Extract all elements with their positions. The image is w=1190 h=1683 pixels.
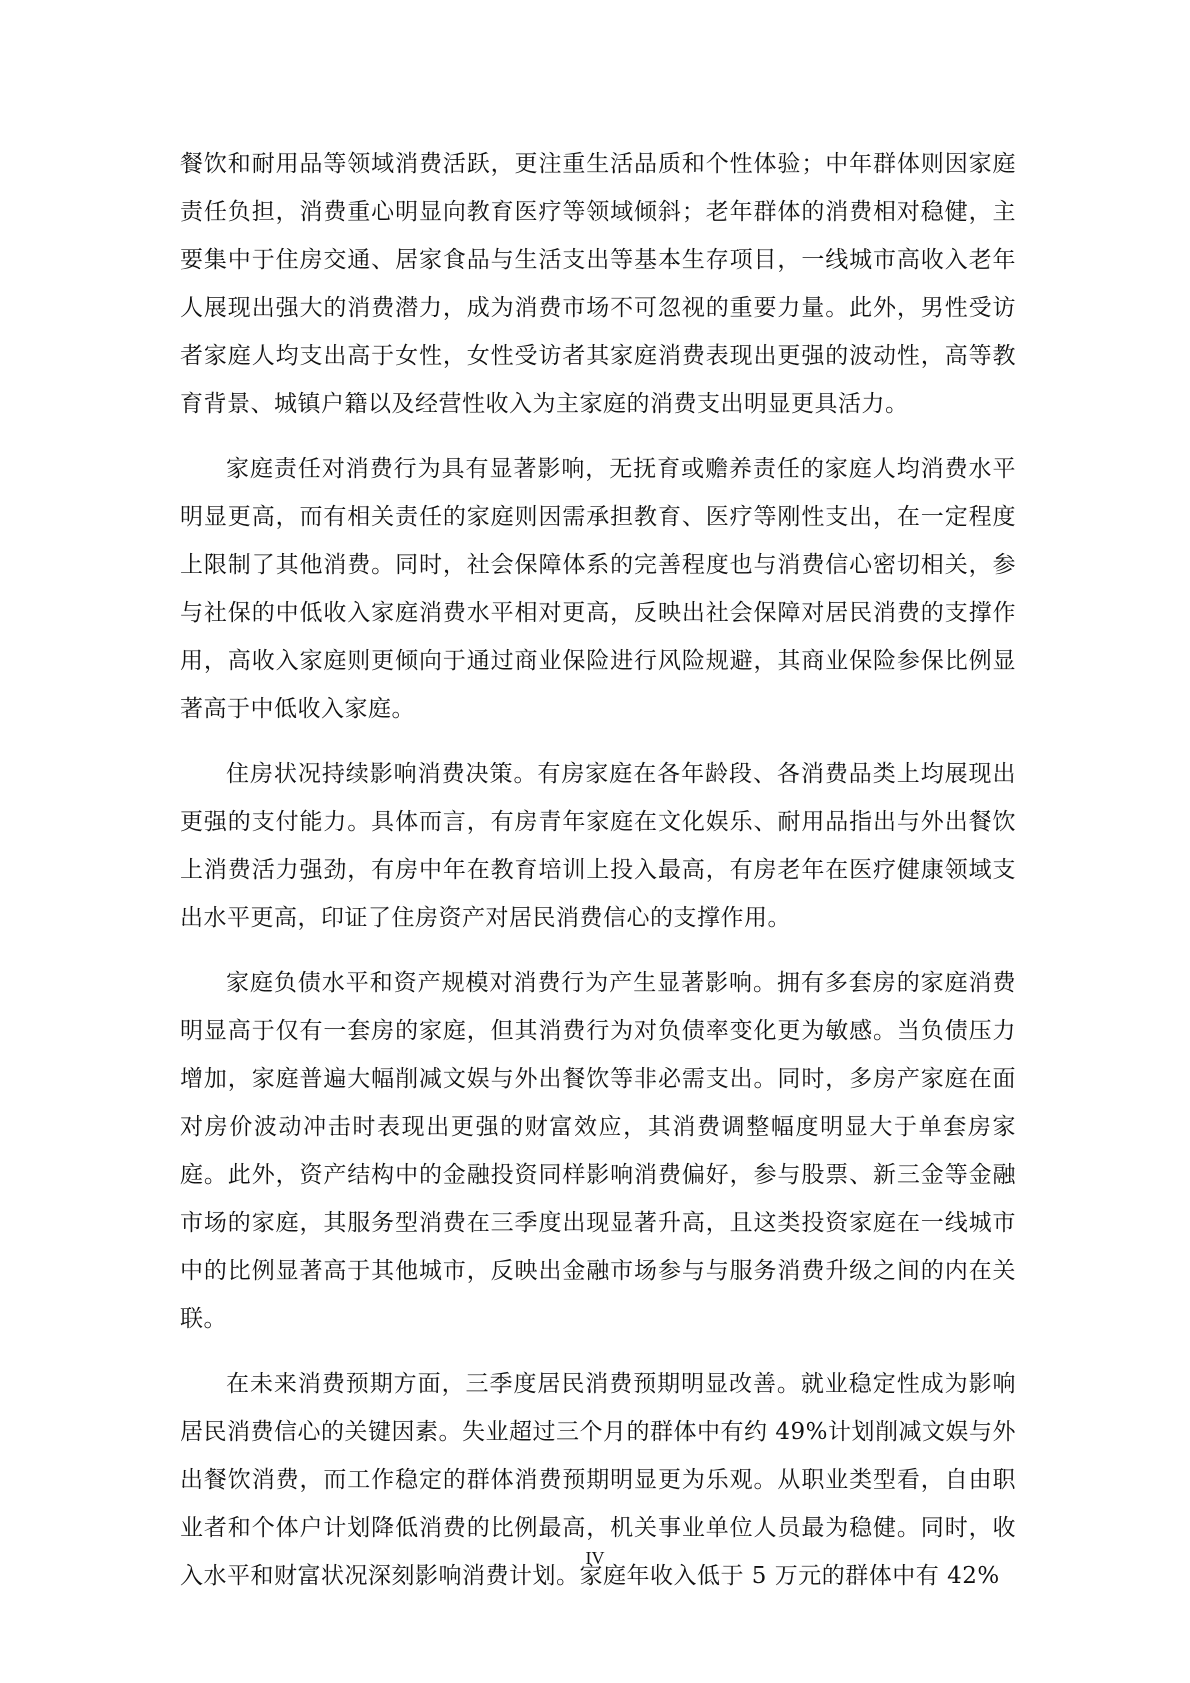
page-number: IV: [585, 1548, 605, 1568]
paragraph-age-groups: 餐饮和耐用品等领域消费活跃，更注重生活品质和个性体验；中年群体则因家庭责任负担，消费重心明显向教育医疗等领域倾斜；老年群体的消费相对稳健，主要集中于住房交通、居家食品与生活支出等基本生存项目，一线城市高收入老年人展现出强大的消费潜力，成为消费市场不可忽视的重要力量。此外，男性受访者家庭人均支出高于女性，女性受访者其家庭消费表现出更强的波动性，高等教育背景、城镇户籍以及经营性收入为主家庭的消费支出明显更具活力。: [180, 151, 1016, 417]
paragraph-future-expectations: 在未来消费预期方面，三季度居民消费预期明显改善。就业稳定性成为影响居民消费信心的关键因素。失业超过三个月的群体中有约 49%计划削减文娱与外出餐饮消费，而工作稳定的群体消费预期明显更为乐观。从职业类型看，自由职业者和个体户计划降低消费的比例最高，机关事业单位人员最为稳健。同时，收入水平和财富状况深刻影响消费计划。家庭年收入低于 5 万元的群体中有 42%: [180, 1371, 1016, 1589]
paragraph-housing: 住房状况持续影响消费决策。有房家庭在各年龄段、各消费品类上均展现出更强的支付能力。具体而言，有房青年家庭在文化娱乐、耐用品指出与外出餐饮上消费活力强劲，有房中年在教育培训上投入最高，有房老年在医疗健康领域支出水平更高，印证了住房资产对居民消费信心的支撑作用。: [180, 761, 1016, 931]
paragraph-family-responsibility: 家庭责任对消费行为具有显著影响，无抚育或赡养责任的家庭人均消费水平明显更高，而有相关责任的家庭则因需承担教育、医疗等刚性支出，在一定程度上限制了其他消费。同时，社会保障体系的完善程度也与消费信心密切相关，参与社保的中低收入家庭消费水平相对更高，反映出社会保障对居民消费的支撑作用，高收入家庭则更倾向于通过商业保险进行风险规避，其商业保险参保比例显著高于中低收入家庭。: [180, 456, 1016, 722]
paragraph-debt-assets: 家庭负债水平和资产规模对消费行为产生显著影响。拥有多套房的家庭消费明显高于仅有一套房的家庭，但其消费行为对负债率变化更为敏感。当负债压力增加，家庭普遍大幅削减文娱与外出餐饮等非必需支出。同时，多房产家庭在面对房价波动冲击时表现出更强的财富效应，其消费调整幅度明显大于单套房家庭。此外，资产结构中的金融投资同样影响消费偏好，参与股票、新三金等金融市场的家庭，其服务型消费在三季度出现显著升高，且这类投资家庭在一线城市中的比例显著高于其他城市，反映出金融市场参与与服务消费升级之间的内在关联。: [180, 970, 1016, 1332]
document-body: [180, 140, 1016, 1617]
